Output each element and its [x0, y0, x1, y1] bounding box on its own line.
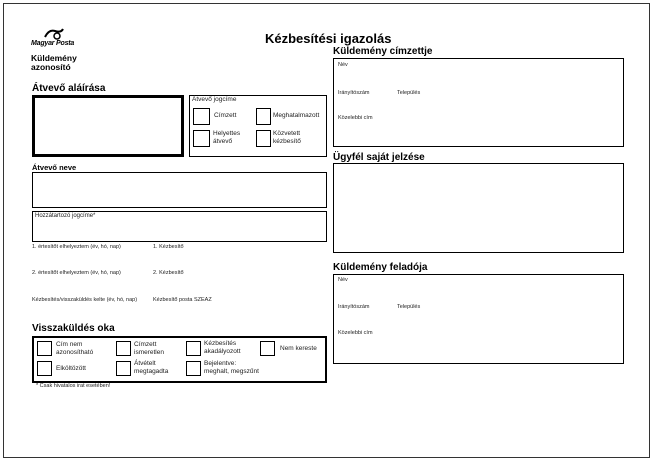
- logo-text: Magyar Posta: [31, 40, 75, 47]
- intermediary-checkbox[interactable]: [256, 130, 271, 147]
- client-mark-title: Ügyfél saját jelzése: [333, 152, 425, 163]
- sender-name-label: Név: [338, 277, 348, 283]
- footnote: * Csak hivatalos irat esetében!: [36, 383, 111, 389]
- entitlement-title: Átvevő jogcíme: [192, 96, 237, 103]
- client-mark-box[interactable]: [333, 163, 624, 253]
- moved-checkbox[interactable]: [37, 361, 52, 376]
- delivery-blocked-label: Kézbesítés akadályozott: [204, 340, 241, 355]
- addressee-title: Küldemény címzettje: [333, 46, 433, 57]
- sender-city-label: Település: [397, 304, 421, 310]
- addressee-label: Címzett: [214, 112, 237, 119]
- courier-post-label: Kézbesítő posta SZEAZ: [153, 297, 212, 303]
- addressee-checkbox[interactable]: [193, 108, 210, 125]
- addressee-address-label: Közelebbi cím: [338, 115, 373, 121]
- addressee-box[interactable]: [333, 58, 624, 147]
- addressee-unknown-checkbox[interactable]: [116, 341, 131, 356]
- return-date-label: Kézbesítés/visszaküldés kelte (év, hó, nap): [32, 297, 138, 303]
- moved-label: Elköltözött: [56, 365, 86, 372]
- sender-postcode-label: Irányítószám: [338, 304, 370, 310]
- substitute-checkbox[interactable]: [193, 130, 210, 147]
- addressee-postcode-label: Irányítószám: [338, 90, 370, 96]
- recipient-name-title: Átvevő neve: [32, 163, 77, 172]
- signature-field[interactable]: [32, 95, 184, 157]
- refused-checkbox[interactable]: [116, 361, 131, 376]
- substitute-label: Helyettes átvevő: [213, 130, 241, 145]
- authorized-label: Meghatalmazott: [273, 112, 320, 119]
- reported-checkbox[interactable]: [186, 361, 201, 376]
- posthorn-icon: [43, 27, 65, 41]
- authorized-checkbox[interactable]: [256, 108, 271, 125]
- intermediary-label: Közvetett kézbesítő: [273, 130, 301, 145]
- addressee-name-label: Név: [338, 62, 348, 68]
- courier1-label: 1. Kézbesítő: [153, 244, 184, 250]
- refused-label: Átvételt megtagadta: [134, 360, 169, 375]
- addressee-city-label: Település: [397, 90, 421, 96]
- shipment-id-label: Küldemény azonosító: [31, 53, 77, 72]
- reported-label: Bejelentve: meghalt, megszűnt: [204, 360, 259, 375]
- signature-section-title: Átvevő aláírása: [32, 83, 106, 94]
- return-reason-title: Visszaküldés oka: [32, 323, 115, 334]
- not-requested-checkbox[interactable]: [260, 341, 275, 356]
- delivery-blocked-checkbox[interactable]: [186, 341, 201, 356]
- sender-box[interactable]: [333, 274, 624, 364]
- notice1-label: 1. értesítőt elhelyeztem (év, hó, nap): [32, 244, 121, 250]
- sender-title: Küldemény feladója: [333, 262, 428, 273]
- unknown-address-label: Cím nem azonosítható: [56, 341, 94, 356]
- recipient-name-field[interactable]: [32, 172, 327, 208]
- entitlement-box: [189, 95, 327, 157]
- sender-address-label: Közelebbi cím: [338, 330, 373, 336]
- relative-entitlement-label: Hozzátartozó jogcíme*: [35, 213, 96, 219]
- not-requested-label: Nem kereste: [280, 345, 317, 352]
- notice2-label: 2. értesítőt elhelyeztem (év, hó, nap): [32, 270, 121, 276]
- courier2-label: 2. Kézbesítő: [153, 270, 184, 276]
- form-title: Kézbesítési igazolás: [265, 31, 392, 46]
- addressee-unknown-label: Címzett ismeretlen: [134, 341, 164, 356]
- unknown-address-checkbox[interactable]: [37, 341, 52, 356]
